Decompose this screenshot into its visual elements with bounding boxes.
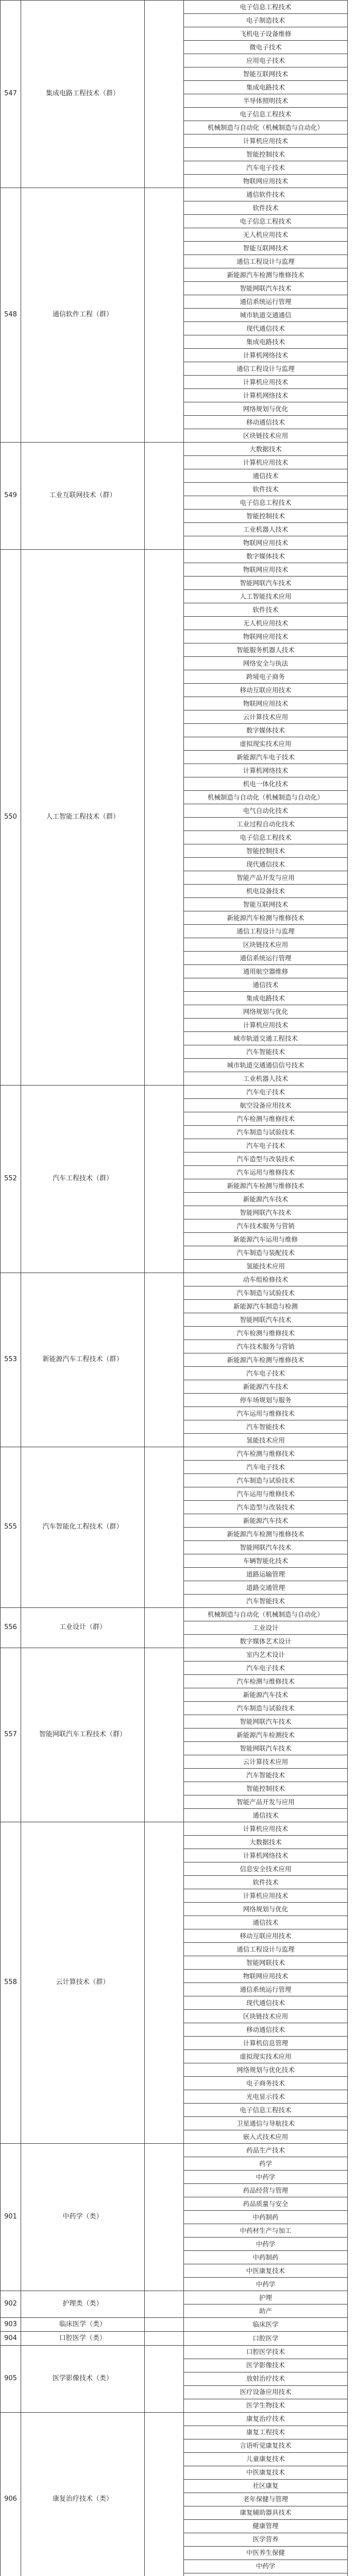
related-major-cell: 智能网联汽车技术 [184, 1715, 348, 1728]
related-major-cell: 网络规划与优化技术 [184, 2063, 348, 2077]
related-major-cell: 物联网应用技术 [184, 175, 348, 188]
related-major-cell: 物联网应用技术 [184, 1970, 348, 1983]
related-major-cell: 汽车制造与试验技术 [184, 1474, 348, 1487]
related-major-cell: 嵌入式技术应用 [184, 2130, 348, 2144]
major-name-cell: 汽车工程技术（群） [21, 1086, 145, 1273]
related-major-cell: 社区康复 [184, 2479, 348, 2493]
related-major-cell: 汽车电子技术 [184, 161, 348, 175]
related-major-cell: 汽车检测与维修技术 [184, 1327, 348, 1340]
related-major-cell: 网络安全与执法 [184, 657, 348, 670]
related-major-cell: 计算机网络技术 [184, 389, 348, 402]
major-code-cell: 556 [1, 1608, 21, 1648]
related-major-cell: 新能源汽车检测与维修技术 [184, 1353, 348, 1367]
related-major-cell: 新能源汽车电子技术 [184, 751, 348, 764]
related-major-cell: 计算机网络技术 [184, 349, 348, 362]
major-name-cell: 新能源汽车工程技术（群） [21, 1273, 145, 1447]
related-major-cell: 通信工程设计与监理 [184, 1943, 348, 1956]
related-major-cell: 智能网联汽车技术 [184, 1313, 348, 1327]
related-major-cell: 通信技术 [184, 978, 348, 992]
related-major-cell: 电气自动化技术 [184, 804, 348, 818]
related-major-cell: 新能源汽车运用与维修 [184, 1233, 348, 1246]
related-major-cell: 汽车检测与维修技术 [184, 1675, 348, 1688]
related-major-cell: 通信工程设计与监理 [184, 255, 348, 268]
related-major-cell: 区块链技术应用 [184, 429, 348, 443]
major-name-cell: 康复治疗技术（类） [21, 2412, 145, 2576]
related-major-cell: 言语听觉康复技术 [184, 2439, 348, 2452]
related-major-cell: 老年保健与管理 [184, 2493, 348, 2506]
related-major-cell: 智能网联汽车技术 [184, 1541, 348, 1554]
related-major-cell: 汽车运用与维修技术 [184, 1487, 348, 1501]
related-major-cell: 大数据技术 [184, 443, 348, 456]
blank-cell [145, 1086, 184, 1273]
related-major-cell: 氢能技术应用 [184, 1434, 348, 1447]
related-major-cell: 机电设备技术 [184, 885, 348, 898]
related-major-cell: 网络规划与优化 [184, 1903, 348, 1916]
related-major-cell: 通信工程设计与监理 [184, 362, 348, 376]
related-major-cell: 汽车造型与改装技术 [184, 1501, 348, 1514]
related-major-cell: 汽车检测与维修技术 [184, 1447, 348, 1461]
related-major-cell: 道路交通管理 [184, 1581, 348, 1595]
major-name-cell: 中药学（类） [21, 2144, 145, 2291]
related-major-cell: 城市轨道交通通信信号技术 [184, 1059, 348, 1072]
major-name-cell: 临床医学（类） [21, 2318, 145, 2332]
related-major-cell: 汽车制造与试验技术 [184, 1702, 348, 1715]
table-row [1, 2412, 348, 2426]
related-major-cell: 放射治疗技术 [184, 2372, 348, 2385]
table-row [1, 2144, 348, 2157]
related-major-cell: 机电一体化技术 [184, 777, 348, 791]
related-major-cell: 儿童康复技术 [184, 2452, 348, 2466]
related-major-cell: 数字媒体技术 [184, 724, 348, 737]
related-major-cell: 飞机电子设备维修 [184, 27, 348, 41]
related-major-cell: 通信软件技术 [184, 188, 348, 201]
related-major-cell: 智能产品开发与应用 [184, 1795, 348, 1809]
related-major-cell: 新能源汽车技术 [184, 1193, 348, 1206]
blank-cell [145, 2291, 184, 2318]
related-major-cell: 软件技术 [184, 603, 348, 617]
related-major-cell: 计算机应用技术 [184, 456, 348, 469]
related-major-cell: 航空设备应用技术 [184, 1099, 348, 1112]
related-major-cell: 通信系统运行管理 [184, 952, 348, 965]
related-major-cell: 电子信息工程技术 [184, 2104, 348, 2117]
related-major-cell: 物联网应用技术 [184, 697, 348, 710]
related-major-cell: 通信工程设计与监理 [184, 925, 348, 938]
related-major-cell: 软件技术 [184, 1876, 348, 1889]
related-major-cell: 通信系统运行管理 [184, 1983, 348, 1996]
blank-cell [145, 443, 184, 550]
related-major-cell: 汽车智能技术 [184, 1045, 348, 1059]
related-major-cell: 停车场规划与服务 [184, 1394, 348, 1407]
related-major-cell: 云计算技术应用 [184, 710, 348, 724]
related-major-cell: 电子制造技术 [184, 14, 348, 27]
table-row [1, 2345, 348, 2359]
related-major-cell: 半导体照明技术 [184, 94, 348, 108]
related-major-cell: 口腔医学 [184, 2331, 348, 2345]
related-major-cell: 集成电路技术 [184, 81, 348, 94]
major-code-cell: 905 [1, 2345, 21, 2412]
related-major-cell: 无人机应用技术 [184, 228, 348, 242]
table-row [1, 550, 348, 563]
related-major-cell: 微电子技术 [184, 41, 348, 54]
major-code-cell: 553 [1, 1273, 21, 1447]
major-name-cell: 云计算技术（群） [21, 1822, 145, 2144]
blank-cell [145, 2144, 184, 2291]
related-major-cell: 智能网联技术 [184, 1956, 348, 1970]
related-major-cell: 中药学 [184, 2171, 348, 2184]
related-major-cell: 护理 [184, 2291, 348, 2304]
related-major-cell: 工业过程自动化技术 [184, 818, 348, 831]
related-major-cell: 汽车电子技术 [184, 1662, 348, 1675]
related-major-cell: 工业设计 [184, 1621, 348, 1635]
table-row [1, 443, 348, 456]
related-major-cell: 新能源汽车检测与维修技术 [184, 1179, 348, 1193]
related-major-cell: 智能网联汽车技术 [184, 1742, 348, 1755]
related-major-cell: 汽车电子技术 [184, 1139, 348, 1153]
major-code-cell: 904 [1, 2331, 21, 2345]
related-major-cell: 康复工程技术 [184, 2426, 348, 2439]
related-major-cell: 计算机应用技术 [184, 1822, 348, 1836]
related-major-cell: 通信系统运行管理 [184, 295, 348, 309]
related-major-cell: 氢能技术应用 [184, 1260, 348, 1273]
related-major-cell: 智能控制技术 [184, 1782, 348, 1795]
related-major-cell: 智能网联汽车技术 [184, 1206, 348, 1219]
related-major-cell: 车辆智能化技术 [184, 1554, 348, 1568]
blank-cell [145, 2412, 184, 2576]
related-major-cell: 智能控制技术 [184, 510, 348, 523]
related-major-cell: 物联网应用技术 [184, 630, 348, 643]
related-major-cell: 机械制造与自动化（机械制造与自动化） [184, 791, 348, 804]
related-major-cell: 电子商务技术 [184, 2077, 348, 2090]
major-name-cell: 智能网联汽车工程技术（群） [21, 1648, 145, 1822]
related-major-cell: 应用电子技术 [184, 54, 348, 67]
related-major-cell: 汽车制造与装配技术 [184, 1246, 348, 1260]
related-major-cell: 汽车智能技术 [184, 1769, 348, 1782]
table-row [1, 188, 348, 201]
major-code-cell: 547 [1, 1, 21, 188]
related-major-cell: 药品生产技术 [184, 2144, 348, 2157]
major-code-cell: 548 [1, 188, 21, 443]
major-name-cell: 医学影像技术（类） [21, 2345, 145, 2412]
related-major-cell: 电子信息工程技术 [184, 108, 348, 121]
table-row [1, 1273, 348, 1286]
related-major-cell: 云计算技术应用 [184, 1755, 348, 1769]
major-code-cell: 558 [1, 1822, 21, 2144]
major-name-cell: 人工智能工程技术（群） [21, 550, 145, 1086]
blank-cell [145, 1447, 184, 1608]
related-major-cell: 新能源汽车检测技术 [184, 1728, 348, 1742]
related-major-cell: 区块链技术应用 [184, 938, 348, 952]
related-major-cell: 现代通信技术 [184, 1996, 348, 2010]
related-major-cell: 汽车电子技术 [184, 1086, 348, 1099]
related-major-cell: 电子信息工程技术 [184, 215, 348, 228]
related-major-cell: 助产 [184, 2304, 348, 2318]
related-major-cell: 汽车运用与维修技术 [184, 1407, 348, 1420]
related-major-cell: 计算机应用技术 [184, 376, 348, 389]
related-major-cell: 汽车制造与试验技术 [184, 1286, 348, 1300]
blank-cell [145, 550, 184, 1086]
blank-cell [145, 2331, 184, 2345]
related-major-cell: 计算机应用技术 [184, 1019, 348, 1032]
table-row [1, 1086, 348, 1099]
related-major-cell: 药品质量与安全 [184, 2197, 348, 2211]
related-major-cell: 计算机网络技术 [184, 1849, 348, 1862]
related-major-cell: 医疗设备应用技术 [184, 2385, 348, 2399]
blank-cell [145, 1822, 184, 2144]
related-major-cell: 人工智能技术应用 [184, 590, 348, 603]
related-major-cell: 集成电路技术 [184, 992, 348, 1005]
related-major-cell: 中医康复技术 [184, 2264, 348, 2278]
related-major-cell: 汽车造型与改装技术 [184, 1153, 348, 1166]
related-major-cell: 康复治疗技术 [184, 2412, 348, 2426]
major-name-cell: 口腔医学（类） [21, 2331, 145, 2345]
related-major-cell: 跨境电子商务 [184, 670, 348, 684]
blank-cell [145, 188, 184, 443]
table-row [1, 2318, 348, 2332]
major-name-cell: 工业互联网技术（群） [21, 443, 145, 550]
related-major-cell: 汽车检测与维修技术 [184, 1112, 348, 1126]
major-name-cell: 集成电路工程技术（群） [21, 1, 145, 188]
related-major-cell: 虚拟现实技术应用 [184, 2050, 348, 2063]
table-row [1, 1, 348, 14]
related-major-cell: 药品经营与管理 [184, 2184, 348, 2197]
related-major-cell: 汽车智能技术 [184, 1420, 348, 1434]
blank-cell [145, 1273, 184, 1447]
related-major-cell: 智能互联网技术 [184, 67, 348, 81]
related-major-cell: 智能互联网技术 [184, 898, 348, 911]
related-major-cell: 动车组检修技术 [184, 1273, 348, 1286]
related-major-cell: 中医养生保健 [184, 2546, 348, 2560]
related-major-cell: 软件技术 [184, 483, 348, 496]
major-code-cell: 550 [1, 550, 21, 1086]
related-major-cell: 新能源汽车检测与维修技术 [184, 1528, 348, 1541]
related-major-cell: 医学生物技术 [184, 2399, 348, 2412]
table-row [1, 1822, 348, 1836]
related-major-cell: 智能服务机器人技术 [184, 643, 348, 657]
related-major-cell: 医学影像技术 [184, 2359, 348, 2372]
related-major-cell: 智能控制技术 [184, 148, 348, 161]
related-major-cell: 软件技术 [184, 201, 348, 215]
major-code-cell: 903 [1, 2318, 21, 2332]
related-major-cell [184, 2573, 348, 2576]
related-major-cell: 物联网应用技术 [184, 536, 348, 550]
related-major-cell: 计算机应用技术 [184, 134, 348, 148]
related-major-cell: 光电显示技术 [184, 2090, 348, 2104]
major-name-cell: 工业设计（群） [21, 1608, 145, 1648]
major-code-cell: 902 [1, 2291, 21, 2318]
major-code-cell: 557 [1, 1648, 21, 1822]
related-major-cell: 现代通信技术 [184, 858, 348, 871]
related-major-cell: 汽车电子技术 [184, 1367, 348, 1380]
related-major-cell: 移动互联应用技术 [184, 1929, 348, 1943]
related-major-cell: 移动通信技术 [184, 416, 348, 429]
related-major-cell: 智能网联汽车技术 [184, 577, 348, 590]
related-major-cell: 工业机器人技术 [184, 1072, 348, 1086]
related-major-cell: 通信技术 [184, 1916, 348, 1929]
related-major-cell: 中药制药 [184, 2251, 348, 2264]
related-major-cell: 通用航空器维修 [184, 965, 348, 978]
related-major-cell: 网络规划与优化 [184, 402, 348, 416]
related-major-cell: 中药材生产与加工 [184, 2224, 348, 2238]
related-major-cell: 新能源汽车技术 [184, 1688, 348, 1702]
table-row [1, 1608, 348, 1621]
related-major-cell: 汽车智能技术 [184, 1595, 348, 1608]
related-major-cell: 新能源汽车检测与维修技术 [184, 268, 348, 282]
related-major-cell: 中药制药 [184, 2211, 348, 2224]
related-major-cell: 通信技术 [184, 1809, 348, 1822]
related-major-cell: 汽车技术服务与营销 [184, 1340, 348, 1353]
related-major-cell: 临床医学 [184, 2318, 348, 2332]
table-row [1, 2291, 348, 2304]
related-major-cell: 通信技术 [184, 469, 348, 483]
related-major-cell: 汽车制造与试验技术 [184, 1126, 348, 1139]
related-major-cell: 新能源汽车技术 [184, 1380, 348, 1394]
related-major-cell: 工业机器人技术 [184, 523, 348, 536]
related-major-cell: 网络规划与优化 [184, 1005, 348, 1019]
related-major-cell: 健康管理 [184, 2519, 348, 2533]
blank-cell [145, 1648, 184, 1822]
related-major-cell: 中药学 [184, 2238, 348, 2251]
related-major-cell: 汽车技术服务与营销 [184, 1219, 348, 1233]
related-major-cell: 药学 [184, 2157, 348, 2171]
related-major-cell: 新能源汽车制造与检测 [184, 1300, 348, 1313]
related-major-cell: 电子信息工程技术 [184, 1, 348, 14]
related-major-cell: 中药学 [184, 2278, 348, 2291]
related-major-cell: 集成电路技术 [184, 335, 348, 349]
major-name-cell: 通信软件工程（群） [21, 188, 145, 443]
related-major-cell: 无人机应用技术 [184, 617, 348, 630]
related-major-cell: 机械制造与自动化（机械制造与自动化） [184, 1608, 348, 1621]
related-major-cell: 道路运输管理 [184, 1568, 348, 1581]
related-major-cell: 室内艺术设计 [184, 1648, 348, 1662]
blank-cell [145, 1608, 184, 1648]
related-major-cell: 计算机网络技术 [184, 764, 348, 777]
major-name-cell: 护理类（类） [21, 2291, 145, 2318]
related-major-cell: 口腔医学技术 [184, 2345, 348, 2359]
table-row [1, 1648, 348, 1662]
related-major-cell: 新能源汽车检测与维修技术 [184, 911, 348, 925]
major-code-cell: 549 [1, 443, 21, 550]
related-major-cell: 智能互联网技术 [184, 242, 348, 255]
related-major-cell: 电子信息工程技术 [184, 496, 348, 510]
related-major-cell: 计算机信息管理 [184, 2037, 348, 2050]
major-code-cell: 555 [1, 1447, 21, 1608]
related-major-cell: 大数据技术 [184, 1836, 348, 1849]
table-row [1, 1447, 348, 1461]
related-major-cell: 机械制造与自动化（机械制造与自动化） [184, 121, 348, 134]
related-major-cell: 智能控制技术 [184, 844, 348, 858]
major-code-cell: 906 [1, 2412, 21, 2576]
related-major-cell: 新能源汽车技术 [184, 1514, 348, 1528]
related-major-cell: 计算机应用技术 [184, 1889, 348, 1903]
related-major-cell: 医学营养 [184, 2533, 348, 2546]
related-major-cell: 移动互联应用技术 [184, 684, 348, 697]
blank-cell [145, 2318, 184, 2332]
related-major-cell: 汽车电子技术 [184, 1461, 348, 1474]
related-major-cell: 物联网应用技术 [184, 563, 348, 577]
related-major-cell: 汽车运用与维修技术 [184, 1166, 348, 1179]
major-code-cell: 901 [1, 2144, 21, 2291]
related-major-cell: 数字媒体艺术设计 [184, 1635, 348, 1648]
related-major-cell: 中药学 [184, 2560, 348, 2573]
related-major-cell: 智能网联汽车技术 [184, 282, 348, 295]
related-major-cell: 卫星通信与导航技术 [184, 2117, 348, 2130]
blank-cell [145, 1, 184, 188]
major-name-cell: 汽车智能化工程技术（群） [21, 1447, 145, 1608]
related-major-cell: 区块链技术应用 [184, 2010, 348, 2023]
related-major-cell: 康复辅助器具技术 [184, 2506, 348, 2519]
table-row [1, 2331, 348, 2345]
blank-cell [145, 2345, 184, 2412]
related-major-cell: 城市轨道交通通信 [184, 309, 348, 322]
related-major-cell: 虚拟现实技术应用 [184, 737, 348, 751]
related-major-cell: 信息安全技术应用 [184, 1862, 348, 1876]
related-major-cell: 移动通信技术 [184, 2023, 348, 2037]
related-major-cell: 城市轨道交通工程技术 [184, 1032, 348, 1045]
related-major-cell: 电子信息工程技术 [184, 831, 348, 844]
related-major-cell: 现代通信技术 [184, 322, 348, 335]
related-major-cell: 智能产品开发与应用 [184, 871, 348, 885]
related-major-cell: 数字媒体技术 [184, 550, 348, 563]
related-major-cell: 中医康复技术 [184, 2466, 348, 2479]
major-code-cell: 552 [1, 1086, 21, 1273]
